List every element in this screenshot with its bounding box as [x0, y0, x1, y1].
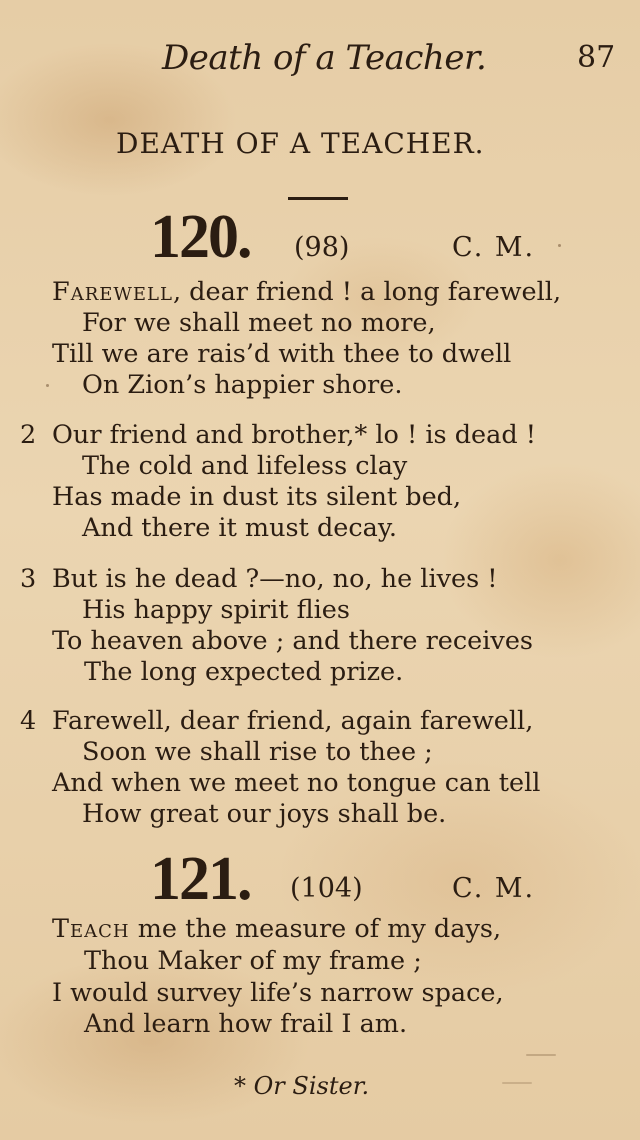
- hymn-121-s1-line1: [52, 914, 502, 944]
- hymn-121-s1-line3: I would survey life’s narrow space,: [52, 978, 504, 1008]
- hymn-120-s3-line3: To heaven above ; and there receives: [52, 626, 534, 656]
- hymn-120-s4-line1: Farewell, dear friend, again farewell,: [52, 706, 534, 736]
- hymn-120-s3-line4: The long expected prize.: [84, 657, 404, 687]
- hymn-120-s4-line3: And when we meet no tongue can tell: [52, 768, 541, 798]
- hymn-120-meter: C. M.: [452, 232, 536, 263]
- hymn-121-meter: C. M.: [452, 873, 536, 904]
- hymn-120-s2-line1: Our friend and brother,* lo ! is dead !: [52, 420, 536, 450]
- paper-speck: [502, 1082, 532, 1084]
- first-word: Farewell: [52, 277, 173, 307]
- hymn-120-s1-line3: Till we are rais’d with thee to dwell: [52, 339, 512, 369]
- hymn-120-s2-line2: The cold and lifeless clay: [82, 451, 408, 481]
- line-rest: me the measure of my days,: [129, 914, 502, 944]
- page-number: 87: [577, 40, 616, 75]
- hymn-120-s3-number: 3: [20, 564, 37, 594]
- footnote: * Or Sister.: [234, 1072, 370, 1100]
- hymn-120-s3-line2: His happy spirit flies: [82, 595, 350, 625]
- hymn-120-s1-line1: [52, 277, 562, 307]
- paper-speck: [558, 244, 561, 247]
- hymn-120-s2-line3: Has made in dust its silent bed,: [52, 482, 462, 512]
- hymn-120-s4-line4: How great our joys shall be.: [82, 799, 447, 829]
- paper-speck: [526, 1054, 556, 1056]
- hymn-121-number: 121.: [150, 845, 251, 913]
- hymn-121-tune: (104): [290, 873, 363, 904]
- hymn-121-s1-line2: Thou Maker of my frame ;: [84, 946, 422, 976]
- hymn-120-number: 120.: [150, 203, 251, 271]
- line-rest: , dear friend ! a long farewell,: [172, 277, 562, 307]
- heading-rule: [288, 197, 348, 200]
- hymn-120-s2-number: 2: [20, 420, 37, 450]
- hymn-120-s4-line2: Soon we shall rise to thee ;: [82, 737, 433, 767]
- hymn-120-s1-line4: On Zion’s happier shore.: [82, 370, 403, 400]
- hymn-121-s1-line4: And learn how frail I am.: [84, 1009, 408, 1039]
- hymn-120-s4-number: 4: [20, 706, 37, 736]
- hymn-120-s2-line4: And there it must decay.: [82, 513, 397, 543]
- first-word: Teach: [52, 914, 130, 944]
- hymn-120-s1-line2: For we shall meet no more,: [82, 308, 436, 338]
- hymn-120-s3-line1: But is he dead ?—no, no, he lives !: [52, 564, 498, 594]
- running-title: Death of a Teacher.: [162, 38, 487, 78]
- section-heading: DEATH OF A TEACHER.: [116, 127, 485, 160]
- paper-speck: [46, 384, 49, 387]
- hymn-120-tune: (98): [294, 232, 350, 263]
